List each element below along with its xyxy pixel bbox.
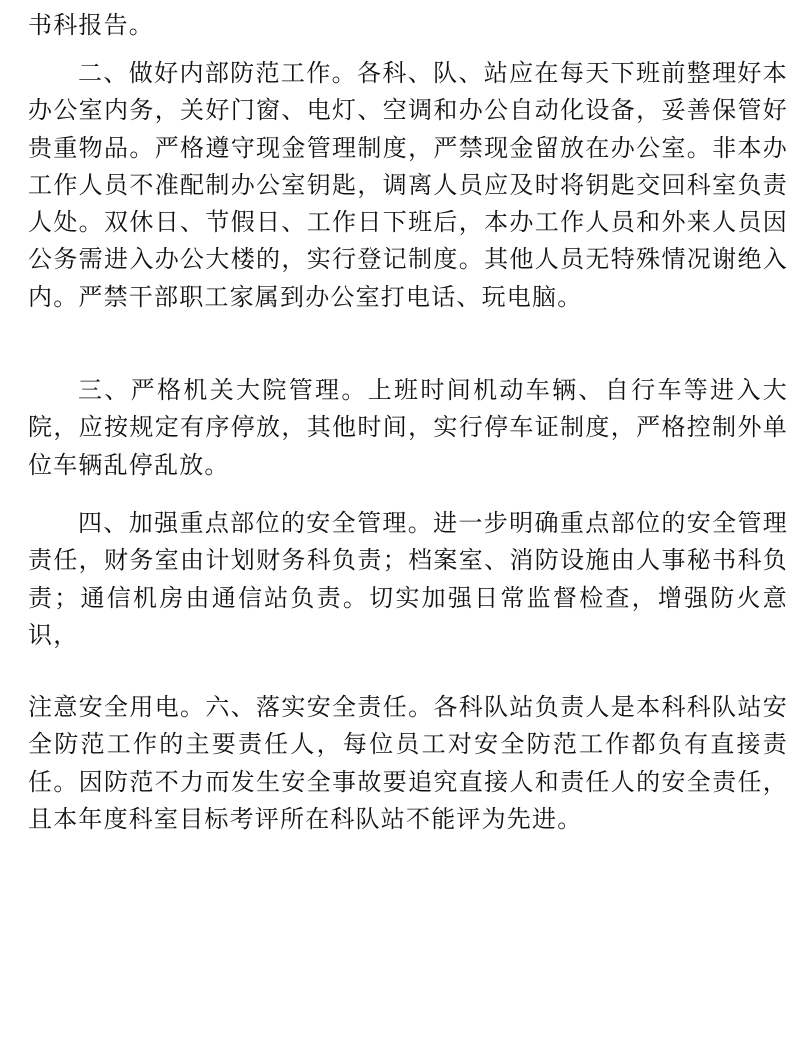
- paragraph-safety-responsibility: 注意安全用电。六、落实安全责任。各科队站负责人是本科科队站安全防范工作的主要责任人，每位员工对安全防范工作都负有直接责任。因防范不力而发生安全事故要追究直接人和责任人的安全责任，且本年度科室目标考评所在科队站不能评为先进。: [28, 693, 788, 833]
- paragraph-continuation: 书科报告。: [28, 11, 154, 39]
- paragraph-key-locations: 四、加强重点部位的安全管理。进一步明确重点部位的安全管理责任，财务室由计划财务科负责；档案室、消防设施由人事秘书科负责；通信机房由通信站负责。切实加强日常监督检查，增强防火意识，: [28, 509, 788, 649]
- paragraph-internal-prevention: 二、做好内部防范工作。各科、队、站应在每天下班前整理好本办公室内务，关好门窗、电灯、空调和办公自动化设备，妥善保管好贵重物品。严格遵守现金管理制度，严禁现金留放在办公室。非本办工作人员不准配制办公室钥匙，调离人员应及时将钥匙交回科室负责人处。双休日、节假日、工作日下班后，本办工作人员和外来人员因公务需进入办公大楼的，实行登记制度。其他人员无特殊情况谢绝入内。严禁干部职工家属到办公室打电话、玩电脑。: [28, 59, 788, 311]
- paragraph-compound-management: 三、严格机关大院管理。上班时间机动车辆、自行车等进入大院，应按规定有序停放，其他时间，实行停车证制度，严格控制外单位车辆乱停乱放。: [28, 376, 788, 479]
